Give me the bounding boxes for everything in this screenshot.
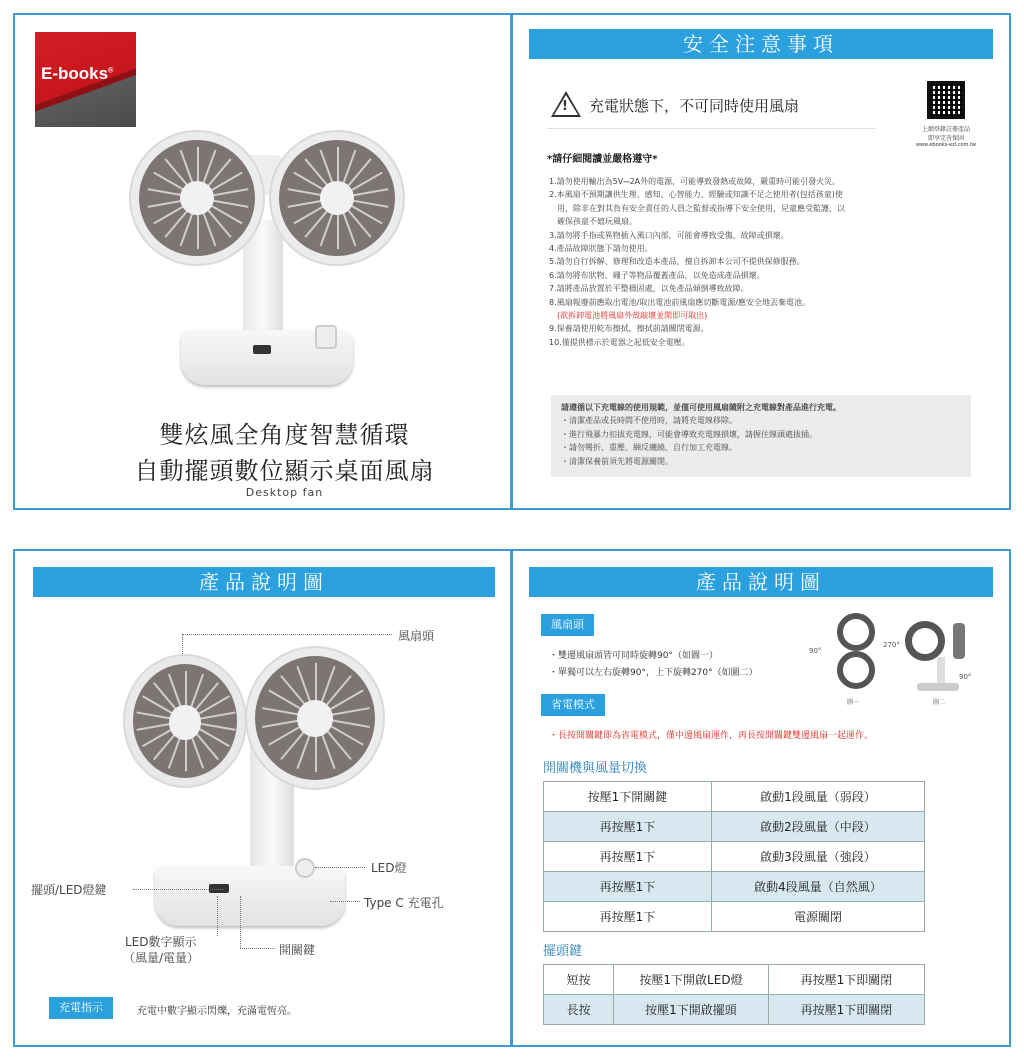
safety-item-2b: 用，除非在對其負有安全責任的人員之監督或指導下安全使用，兒童應受監護，以 — [557, 203, 845, 213]
safety-item-2: 2.本風扇不預期讓供生理、感知、心智能力、經驗或知識不足之使用者(包括孩童)使 — [549, 190, 843, 200]
power-key-leader — [240, 896, 241, 948]
label-swing-led-key: 擺頭/LED燈鍵 — [31, 883, 107, 897]
angle-90b: 90° — [959, 673, 972, 681]
switch-row-3 — [544, 842, 925, 872]
safety-header: 安全注意事項 — [529, 29, 993, 59]
label-fan-head: 風扇頭 — [398, 629, 435, 643]
fig2-base — [917, 683, 959, 691]
swing-action: 按壓1下開啟擺頭 — [614, 995, 769, 1025]
cable-notice-2: ・進行飛暴力扣拔充電線，可能會導致充電線損壞，請握住線頭處拔插。 — [561, 429, 817, 439]
fig1-top-fan — [837, 613, 875, 651]
swing-row-long — [544, 995, 925, 1025]
right-fan-head — [271, 132, 403, 264]
rotation-figure-2 — [901, 617, 971, 693]
fan-stand — [243, 220, 283, 345]
angle-270: 270° — [883, 641, 900, 649]
safety-item-10: 10.僅提供標示於電器之起低安全電壓。 — [549, 337, 690, 347]
product-image — [125, 130, 415, 395]
safety-item-1: 1.請勿使用輸出為5V⎓2A外的電源，可能導致發熱或故障，嚴重時可能引發火災。 — [549, 177, 841, 186]
safety-item-7: 7.請將產品放置於平整穩固處，以免產品傾倒導致故障。 — [549, 284, 749, 294]
diagram-left-fan — [125, 656, 245, 786]
cable-notice-title: 請遵循以下充電線的使用規範，並僅可使用風扇隨附之充電線對產品進行充電。 — [561, 403, 841, 412]
switch-row-2 — [544, 812, 925, 842]
warning-divider — [547, 128, 875, 129]
switch-action: 再按壓1下 — [544, 872, 712, 902]
brand-logo — [35, 32, 136, 127]
led-display-leader — [217, 896, 218, 936]
logo-text: E-books® — [41, 64, 114, 83]
led-light-leader — [315, 867, 365, 868]
safety-item-6: 6.請勿將布狀物、繩子等物品覆蓋產品，以免造成產品損壞。 — [549, 270, 765, 280]
cable-notice-3: ・請勿彎折、重壓、綑反纏繞、自行加工充電線。 — [561, 443, 737, 453]
swing-led-leader — [133, 889, 223, 890]
led-lamp-image — [315, 325, 337, 349]
label-led-display: LED數字顯示 — [125, 935, 197, 949]
fig2-stand — [937, 657, 945, 683]
label-led-display-sub: （風量/電量） — [123, 951, 200, 965]
swing-row-short — [544, 965, 925, 995]
switch-action: 再按壓1下 — [544, 842, 712, 872]
switch-action: 再按壓1下 — [544, 812, 712, 842]
swing-off: 再按壓1下即關閉 — [769, 995, 925, 1025]
safety-item-8: 8.風扇報廢前應取出電池/取出電池前風扇應切斷電源/應安全地丟棄電池。 — [549, 297, 811, 307]
cover-subtitle: Desktop fan — [245, 486, 324, 499]
fan-head-leader — [182, 634, 392, 635]
charge-text: 充電中數字顯示閃爍，充滿電恆亮。 — [137, 1006, 297, 1017]
rotation-figure-1 — [827, 611, 887, 691]
safety-item-5: 5.請勿自行拆解、修理和改造本產品，擅自拆卸本公司不提供保修服務。 — [549, 257, 805, 267]
typec-leader — [330, 901, 360, 902]
angle-90: 90° — [809, 647, 822, 655]
switch-title: 開關機與風量切換 — [543, 761, 648, 776]
swing-action: 按壓1下開啟LED燈 — [614, 965, 769, 995]
safety-item-4: 4.產品故障狀態下請勿使用。 — [549, 244, 653, 254]
swing-mode: 長按 — [544, 995, 614, 1025]
switch-result: 電源關閉 — [712, 902, 925, 932]
safety-panel — [511, 13, 1011, 510]
safety-item-9: 9.保養請使用乾布擦拭，擦拭前請關閉電源。 — [549, 324, 709, 334]
cable-notice-4: ・清潔保養前須先將電源關閉。 — [561, 456, 673, 466]
switch-row-1 — [544, 782, 925, 812]
fan-head-tag: 風扇頭 — [541, 614, 594, 636]
switch-result: 啟動1段風量（弱段） — [712, 782, 925, 812]
fan-head-line-2: ・單獨可以左右旋轉90°，上下旋轉270°（如圖二） — [549, 668, 758, 678]
label-power-key: 開關鍵 — [279, 943, 316, 957]
warning-text: 充電狀態下，不可同時使用風扇 — [589, 97, 800, 115]
diagram-right-fan — [247, 648, 383, 788]
qr-caption-2: 即享完善保固 — [927, 135, 964, 142]
fig2-fan — [905, 621, 945, 661]
switch-result: 啟動3段風量（強段） — [712, 842, 925, 872]
switch-row-5 — [544, 902, 925, 932]
safety-item-3: 3.請勿將手指或異物插入風口內部，可能會導致受傷、故障或損壞。 — [549, 230, 789, 240]
safety-item-8-red: (欲拆卸電池將風扇外殼敲壞並開即可取出) — [557, 311, 708, 321]
warning-exclaim: ! — [562, 99, 568, 114]
eco-tag: 省電模式 — [541, 694, 605, 716]
instructions-header: 產品說明圖 — [529, 567, 993, 597]
diagram-panel — [13, 549, 512, 1047]
qr-code — [927, 81, 965, 119]
safety-list — [549, 175, 969, 349]
switch-action: 再按壓1下 — [544, 902, 712, 932]
led-display-image — [253, 345, 271, 354]
fig2-caption: 圖二 — [933, 699, 946, 706]
cover-panel — [13, 13, 512, 510]
diagram-base — [155, 866, 345, 926]
swing-mode: 短按 — [544, 965, 614, 995]
switch-result: 啟動2段風量（中段） — [712, 812, 925, 842]
fig1-bottom-fan — [837, 651, 875, 689]
fig2-side — [953, 623, 965, 659]
cable-notice-box — [551, 395, 971, 477]
diagram-led-lamp — [295, 858, 315, 878]
swing-table — [543, 964, 925, 1025]
instructions-panel — [511, 549, 1011, 1047]
switch-table — [543, 781, 925, 932]
fan-head-leader-v — [182, 634, 183, 654]
diagram-fan-image — [125, 646, 385, 926]
qr-caption-3: www.ebooks-ezl.com.tw — [915, 142, 977, 148]
eco-text: ・長按開關鍵即為省電模式，僅中邊風扇運作，再長按開關鍵雙邊風扇一起運作。 — [549, 731, 874, 741]
must-read: *請仔細閱讀並嚴格遵守* — [547, 154, 658, 165]
left-fan-head — [131, 132, 263, 264]
diagram-header: 產品說明圖 — [33, 567, 495, 597]
cover-title-line1: 雙炫風全角度智慧循環 — [159, 421, 410, 449]
cable-notice-1: ・清潔產品或長時間不使用時，請將充電線移除。 — [561, 416, 737, 426]
swing-title: 擺頭鍵 — [543, 944, 583, 959]
swing-off: 再按壓1下即關閉 — [769, 965, 925, 995]
switch-result: 啟動4段風量（自然風） — [712, 872, 925, 902]
switch-action: 按壓1下開關鍵 — [544, 782, 712, 812]
safety-item-2c: 確保孩童不嬉玩風扇。 — [557, 217, 637, 227]
label-typec: Type C 充電孔 — [364, 896, 444, 910]
charge-tag: 充電指示 — [49, 997, 113, 1019]
label-led-light: LED燈 — [371, 861, 407, 875]
fig1-caption: 圖一 — [847, 699, 860, 706]
power-key-leader-h — [240, 948, 275, 949]
qr-caption-1: 上網登錄註冊產品 — [921, 126, 970, 133]
fan-head-line-1: ・雙邊風扇頭皆可同時旋轉90°（如圖一） — [549, 651, 718, 661]
switch-row-4 — [544, 872, 925, 902]
cover-title-line2: 自動擺頭數位顯示桌面風扇 — [134, 457, 435, 485]
